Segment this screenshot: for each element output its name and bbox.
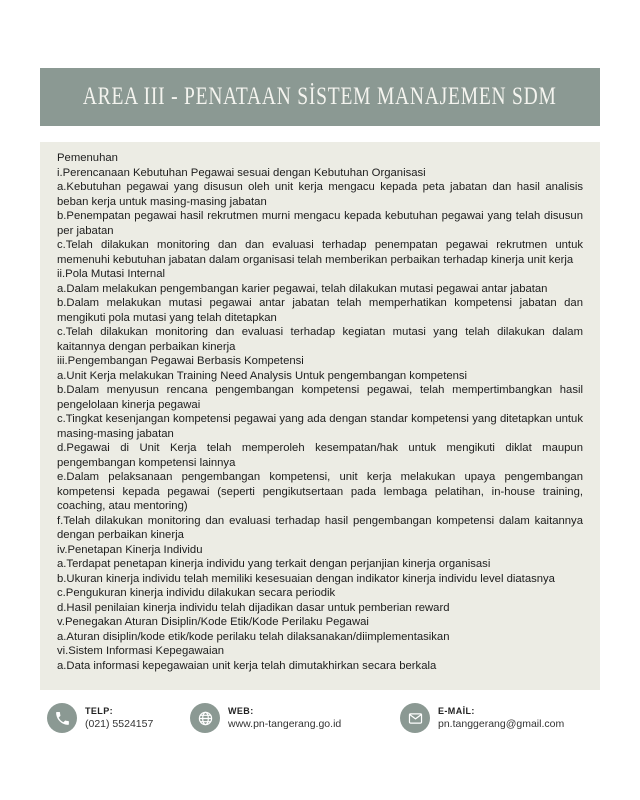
content-paragraph: a.Aturan disiplin/kode etik/kode perilaku telah dilaksanakan/diimplementasikan <box>57 630 450 643</box>
section-title-banner <box>40 68 600 126</box>
content-paragraph: b.Dalam melakukan mutasi pegawai antar jabatan telah memperhatikan kompetensi jabatan dan mengikuti pola mutasi yang telah ditetapkan <box>57 297 583 324</box>
content-paragraph: v.Penegakan Aturan Disiplin/Kode Etik/Kode Perilaku Pegawai <box>57 616 369 628</box>
email-label: E-MAİL: <box>438 706 475 716</box>
page-title: AREA III - PENATAAN SİSTEM MANAJEMEN SDM <box>83 83 557 110</box>
web-url: www.pn-tangerang.go.id <box>228 718 342 730</box>
content-paragraph: f.Telah dilakukan monitoring dan evaluasi terhadap hasil pengembangan kompetensi dalam kaitannya dengan perbaikan kinerja <box>57 514 583 541</box>
phone-label: TELP: <box>85 706 113 716</box>
content-paragraph: ii.Pola Mutasi Internal <box>57 268 165 280</box>
content-paragraph: a.Dalam melakukan pengembangan karier pegawai, telah dilakukan mutasi pegawai antar jabatan <box>57 282 548 295</box>
contact-email <box>400 703 564 733</box>
contact-phone <box>47 703 153 733</box>
content-paragraph: c.Telah dilakukan monitoring dan dan evaluasi terhadap penempatan pegawai rekrutmen untuk memenuhi kebutuhan jabatan dalam organisasi telah memberikan perbaikan terhadap kinerja unit kerja <box>57 239 583 266</box>
content-paragraph: a.Unit Kerja melakukan Training Need Analysis Untuk pengembangan kompetensi <box>57 369 468 382</box>
content-paragraph: a.Kebutuhan pegawai yang disusun oleh unit kerja mengacu kepada peta jabatan dan hasil analisis beban kerja untuk masing-masing jabatan <box>57 181 583 208</box>
content-paragraph: a.Data informasi kepegawaian unit kerja telah dimutakhirkan secara berkala <box>57 659 437 672</box>
content-paragraph: b.Penempatan pegawai hasil rekrutmen murni mengacu kepada kebutuhan pegawai yang telah disusun per jabatan <box>57 210 583 237</box>
contact-web <box>190 703 341 733</box>
phone-icon <box>47 703 77 733</box>
content-paragraph: iv.Penetapan Kinerja Individu <box>57 543 203 556</box>
globe-icon <box>190 703 220 733</box>
content-paragraph: i.Perencanaan Kebutuhan Pegawai sesuai dengan Kebutuhan Organisasi <box>57 166 426 179</box>
content-paragraph: c.Telah dilakukan monitoring dan evaluasi terhadap kegiatan mutasi yang telah dilakukan dalam kaitannya dengan perbaikan kinerja <box>57 326 583 353</box>
content-paragraph: b.Dalam menyusun rencana pengembangan kompetensi pegawai, telah mempertimbangkan hasil pengelolaan kinerja pegawai <box>57 384 583 411</box>
email-address: pn.tanggerang@gmail.com <box>438 718 565 730</box>
content-paragraph: d.Hasil penilaian kinerja individu telah dijadikan dasar untuk pemberian reward <box>57 601 450 614</box>
content-paragraph: c.Pengukuran kinerja individu dilakukan secara periodik <box>57 587 336 599</box>
content-paragraph: iii.Pengembangan Pegawai Berbasis Kompetensi <box>57 355 304 367</box>
envelope-icon <box>400 703 430 733</box>
content-paragraph: c.Tingkat kesenjangan kompetensi pegawai yang ada dengan standar kompetensi yang ditetapkan untuk masing-masing jabatan <box>57 413 583 440</box>
content-paragraph: e.Dalam pelaksanaan pengembangan kompetensi, unit kerja melakukan upaya pengembangan kompetensi kepada pegawai (seperti pengikutsertaan pada lembaga pelatihan, in-house training, coaching, atau mentoring) <box>57 471 583 512</box>
document-body <box>40 142 600 690</box>
content-paragraph: b.Ukuran kinerja individu telah memiliki kesesuaian dengan indikator kinerja individu level diatasnya <box>57 572 555 585</box>
content-paragraph: d.Pegawai di Unit Kerja telah memperoleh kesempatan/hak untuk mengikuti diklat maupun pengembangan kompetensi lainnya <box>57 442 583 469</box>
content-paragraph: a.Terdapat penetapan kinerja individu yang terkait dengan perjanjian kinerja organisasi <box>57 558 491 570</box>
content-paragraph: vi.Sistem Informasi Kepegawaian <box>57 645 225 657</box>
phone-number: (021) 5524157 <box>85 718 154 730</box>
web-label: WEB: <box>228 706 254 716</box>
content-paragraph: Pemenuhan <box>57 152 118 164</box>
